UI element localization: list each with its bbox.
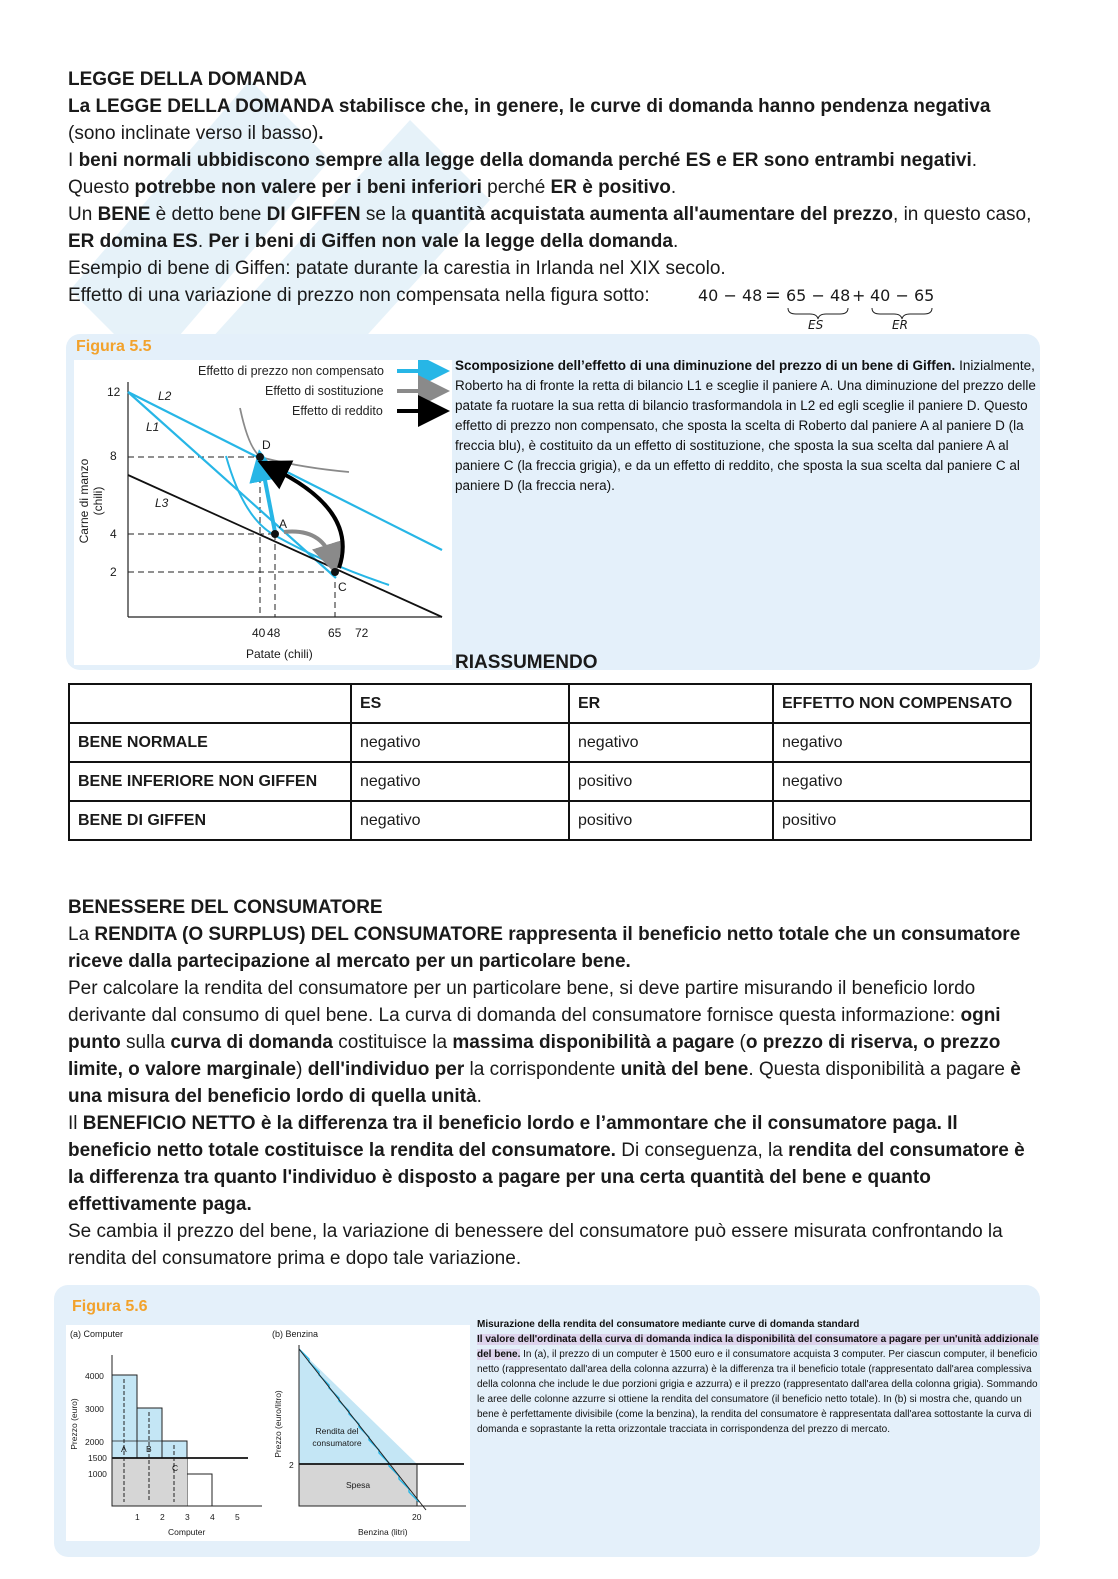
table-row: [69, 801, 1031, 840]
table-row-heading: BENE DI GIFFEN: [69, 801, 351, 840]
riassumendo-title: RIASSUMENDO: [455, 652, 598, 673]
a-x-axis-label: Computer: [168, 1527, 206, 1537]
line-label-l1: L1: [146, 420, 160, 434]
fig55-y-tick-8: 8: [110, 449, 117, 463]
text-segment: BENE: [97, 204, 151, 225]
formula-es-label: ES: [808, 318, 824, 332]
text-segment: Per calcolare la rendita del consumatore per un particolare bene, si deve partire misurando il beneficio lordo derivante dal consumo di quel bene. La curva di domanda del consumatore fornisce questa informazione:: [68, 978, 976, 1026]
figure-5-5-caption-title: Scomposizione dell’effetto di una diminuzione del prezzo di un bene di Giffen: [455, 358, 952, 373]
text-segment: BENEFICIO NETTO è la differenza tra il beneficio lordo e l’ammontare che il consumatore paga. Il beneficio netto totale costituisce la rendita del consumatore.: [68, 1113, 958, 1161]
text-segment: ogni punto: [68, 1005, 1001, 1053]
point-c-marker: [331, 568, 339, 576]
b-x-axis-label: Benzina (litri): [358, 1527, 408, 1537]
point-d-label: D: [262, 438, 271, 452]
legge-paragraph-5: Effetto di una variazione di prezzo non compensata nella figura sotto:: [68, 285, 650, 306]
figure-5-6-caption-highlight: Il valore dell'ordinata della curva di domanda indica la disponibilità del consumatore a pagare per un'unità addizionale del bene.: [477, 1334, 1039, 1360]
b-y-axis-label: Prezzo (euro/litro): [273, 1390, 283, 1458]
fig55-y-tick-2: 2: [110, 565, 117, 579]
legge-paragraph-2: [68, 147, 1043, 201]
text-segment: perché: [481, 177, 551, 198]
text-segment: ): [296, 1059, 308, 1080]
text-segment: se la: [360, 204, 412, 225]
text-segment: massima disponibilità a pagare: [452, 1032, 735, 1053]
point-a-marker: [271, 530, 279, 538]
table-cell: positivo: [569, 801, 773, 840]
text-segment: RENDITA (O SURPLUS) DEL CONSUMATORE rappresenta il beneficio netto totale che un consumatore riceve dalla partecipazione al mercato per un particolare bene.: [68, 924, 1021, 972]
table-cell: positivo: [569, 762, 773, 801]
table-header-row: [69, 684, 1031, 723]
text-segment: .: [318, 123, 324, 144]
panel-b-title: (b) Benzina: [272, 1329, 319, 1339]
table-cell: negativo: [351, 723, 569, 762]
figure-5-6-caption: [477, 1317, 1043, 1437]
spesa-label: Spesa: [346, 1480, 371, 1490]
table-row-heading: BENE INFERIORE NON GIFFEN: [69, 762, 351, 801]
a-x-tick: 2: [160, 1512, 165, 1522]
text-segment: è detto bene: [150, 204, 267, 225]
text-segment: o prezzo di riserva, o prezzo limite, o valore marginale: [68, 1032, 1001, 1080]
text-segment: . Questo: [68, 150, 978, 198]
figure-5-5-label: Figura 5.5: [76, 338, 152, 355]
legend-uncompensated-label: Effetto di prezzo non compensato: [198, 364, 384, 378]
a-y-tick: 3000: [85, 1404, 104, 1414]
legge-paragraph-3: [68, 201, 1043, 255]
legge-paragraph-1: [68, 93, 1043, 147]
fig55-x-axis-label: Patate (chili): [246, 647, 313, 661]
formula-equals: =: [765, 284, 781, 306]
text-segment: potrebbe non valere per i beni inferiori: [134, 177, 482, 198]
fig55-x-tick-40: 40: [252, 626, 266, 640]
a-y-axis-label: Prezzo (euro): [69, 1398, 79, 1450]
rendita-label: Rendita del consumatore: [312, 1426, 362, 1448]
table-cell: negativo: [351, 801, 569, 840]
formula-er-label: ER: [892, 318, 908, 332]
table-cell: negativo: [351, 762, 569, 801]
figure-5-6-label: Figura 5.6: [72, 1298, 148, 1315]
figure-5-6-caption-title: Misurazione della rendita del consumatore mediante curve di domanda standard: [477, 1319, 860, 1330]
text-segment: Il: [68, 1113, 83, 1134]
fig55-y-tick-12: 12: [107, 385, 121, 399]
legge-paragraph-4: Esempio di bene di Giffen: patate durante la carestia in Irlanda nel XIX secolo.: [68, 258, 726, 279]
text-segment: (sono inclinate verso il basso): [68, 123, 319, 144]
benessere-paragraph-1: [68, 921, 1038, 975]
b-x-tick: 20: [412, 1512, 422, 1522]
text-segment: (: [734, 1032, 746, 1053]
a-y-tick: 2000: [85, 1437, 104, 1447]
table-cell: positivo: [773, 801, 1031, 840]
figure-5-5-diagram: [74, 360, 452, 665]
a-y-tick: 1000: [88, 1469, 107, 1479]
benessere-paragraph-3: [68, 1110, 1038, 1218]
text-segment: DI GIFFEN: [266, 204, 361, 225]
line-label-l2: L2: [158, 389, 172, 403]
a-y-tick: 1500: [88, 1453, 107, 1463]
table-header-cell: ER: [569, 684, 773, 723]
text-segment: costituisce la: [333, 1032, 453, 1053]
text-segment: quantità acquistata aumenta all'aumentare del prezzo: [411, 204, 894, 225]
text-segment: . Questa disponibilità a pagare: [748, 1059, 1011, 1080]
b-y-tick: 2: [289, 1460, 294, 1470]
text-segment: dell'individuo per: [307, 1059, 465, 1080]
fig55-x-tick-48: 48: [267, 626, 281, 640]
point-c-label: C: [338, 580, 347, 594]
table-header-cell: EFFETTO NON COMPENSATO: [773, 684, 1031, 723]
fig55-x-tick-72: 72: [355, 626, 369, 640]
fig55-y-axis-label: Carne di manzo (chili): [77, 458, 105, 544]
text-segment: I: [68, 150, 79, 171]
figure-5-5-caption-body: Inizialmente, Roberto ha di fronte la retta di bilancio L1 e sceglie il paniere A. Una diminuzione del prezzo delle patate fa ruotare la sua retta di bilancio trasformandola in L2 ed egli sceglie il paniere D. Questo effetto di prezzo non compensato, che sposta la scelta di Roberto dal paniere A al paniere D (la freccia blu), è costituito da un effetto di sostituzione, che sposta la sua scelta dal paniere A al paniere C (la freccia grigia), e da un effetto di reddito, che sposta la sua scelta dal paniere C al paniere D (la freccia nera).: [455, 358, 1036, 493]
text-segment: .: [672, 231, 679, 252]
text-segment: ER è positivo: [550, 177, 671, 198]
a-x-tick: 1: [135, 1512, 140, 1522]
text-segment: curva di domanda: [170, 1032, 334, 1053]
summary-table: [68, 683, 1032, 841]
a-x-tick: 3: [185, 1512, 190, 1522]
text-segment: , in questo caso,: [893, 204, 1032, 225]
table-header-cell: [69, 684, 351, 723]
point-a-label: A: [279, 517, 288, 531]
bar-computer-4: [187, 1474, 212, 1506]
legend-substitution-label: Effetto di sostituzione: [265, 384, 384, 398]
text-segment: .: [197, 231, 209, 252]
a-x-tick: 5: [235, 1512, 240, 1522]
uncompensated-arrow: [262, 465, 275, 532]
table-row-heading: BENE NORMALE: [69, 723, 351, 762]
area-c-label: C: [172, 1463, 179, 1473]
figure-5-5-caption: Scomposizione dell’effetto di una diminuzione del prezzo di un bene di Giffen. Inizialmente, Roberto ha di fronte la retta di bilancio L1 e sceglie il paniere A. Una diminuzione del prezzo delle patate fa ruotare la sua retta di bilancio trasformandola in L2 ed egli sceglie il paniere D. Questo effetto di prezzo non compensato, che sposta la scelta di Roberto dal paniere A al paniere D (la freccia blu), è costituito da un effetto di sostituzione, che sposta la sua scelta dal paniere A al paniere C (la freccia grigia), e da un effetto di reddito, che sposta la sua scelta dal paniere C al paniere D (la freccia nera).: [455, 358, 1036, 493]
text-segment: La LEGGE DELLA DOMANDA stabilisce che, in genere, le curve di domanda hanno pendenza negativa: [68, 96, 991, 117]
formula: [698, 286, 948, 336]
benessere-paragraph-2: [68, 975, 1038, 1110]
table-cell: negativo: [773, 762, 1031, 801]
fig55-y-tick-4: 4: [110, 527, 117, 541]
area-b-label: B: [146, 1444, 152, 1454]
table-cell: negativo: [773, 723, 1031, 762]
a-x-tick: 4: [210, 1512, 215, 1522]
formula-es-term: 65 − 48: [786, 286, 851, 305]
table-header-cell: ES: [351, 684, 569, 723]
formula-plus: +: [852, 286, 866, 305]
text-segment: unità del bene: [620, 1059, 749, 1080]
text-segment: Per i beni di Giffen non vale la legge della domanda: [208, 231, 673, 252]
legend-income-label: Effetto di reddito: [292, 404, 383, 418]
text-segment: Di conseguenza, la: [615, 1140, 789, 1161]
text-segment: la corrispondente: [464, 1059, 621, 1080]
formula-er-term: 40 − 65: [870, 286, 935, 305]
table-cell: negativo: [569, 723, 773, 762]
budget-line-l3: [128, 475, 442, 617]
table-row: [69, 762, 1031, 801]
figure-5-6-caption-body: In (a), il prezzo di un computer è 1500 euro e il consumatore acquista 3 computer. Per ciascun computer, il beneficio netto (rappresentato dall'area della colonna azzurra) è la differenza tra il beneficio totale (rappresentato dall'area complessiva della colonna che include le due porzioni grigia e azzurra) e il prezzo (rappresentato dall'area della colonna grigia). Sommando le aree delle colonne azzurre si ottiene la rendita del consumatore (il beneficio netto totale). In (b) si mostra che, quando un bene è perfettamente divisibile (come la benzina), la rendita del consumatore è rappresentata dall'area sottostante la curva di domanda e soprastante la retta orizzontale tracciata in corrispondenza del prezzo di mercato.: [477, 1349, 1038, 1435]
line-label-l3: L3: [155, 496, 169, 510]
benessere-paragraph-4: Se cambia il prezzo del bene, la variazione di benessere del consumatore può essere misurata confrontando la rendita del consumatore prima e dopo tale variazione.: [68, 1221, 1003, 1269]
formula-lhs: 40 − 48: [698, 286, 763, 305]
text-segment: sulla: [120, 1032, 171, 1053]
benessere-heading: BENESSERE DEL CONSUMATORE: [68, 897, 383, 918]
indifference-curve-a: [226, 456, 389, 585]
text-segment: è una misura del beneficio lordo di quella unità: [68, 1059, 1021, 1107]
figure-5-6-diagram: [66, 1325, 470, 1541]
point-d-marker: [256, 453, 264, 461]
text-segment: .: [670, 177, 677, 198]
text-segment: beni normali ubbidiscono sempre alla legge della domanda perché ES e ER sono entrambi negativi: [78, 150, 972, 171]
text-segment: La: [68, 924, 95, 945]
fig55-x-tick-65: 65: [328, 626, 342, 640]
text-segment: rendita del consumatore è la differenza tra quanto l'individuo è disposto a pagare per una certa quantità del bene e quanto effettivamente paga.: [68, 1140, 1025, 1215]
legge-heading: LEGGE DELLA DOMANDA: [68, 69, 307, 90]
panel-a-title: (a) Computer: [70, 1329, 124, 1339]
a-y-tick: 4000: [85, 1371, 104, 1381]
area-a-label: A: [121, 1444, 127, 1454]
text-segment: .: [476, 1086, 482, 1107]
table-row: [69, 723, 1031, 762]
text-segment: ER domina ES: [68, 231, 198, 252]
text-segment: Un: [68, 204, 98, 225]
